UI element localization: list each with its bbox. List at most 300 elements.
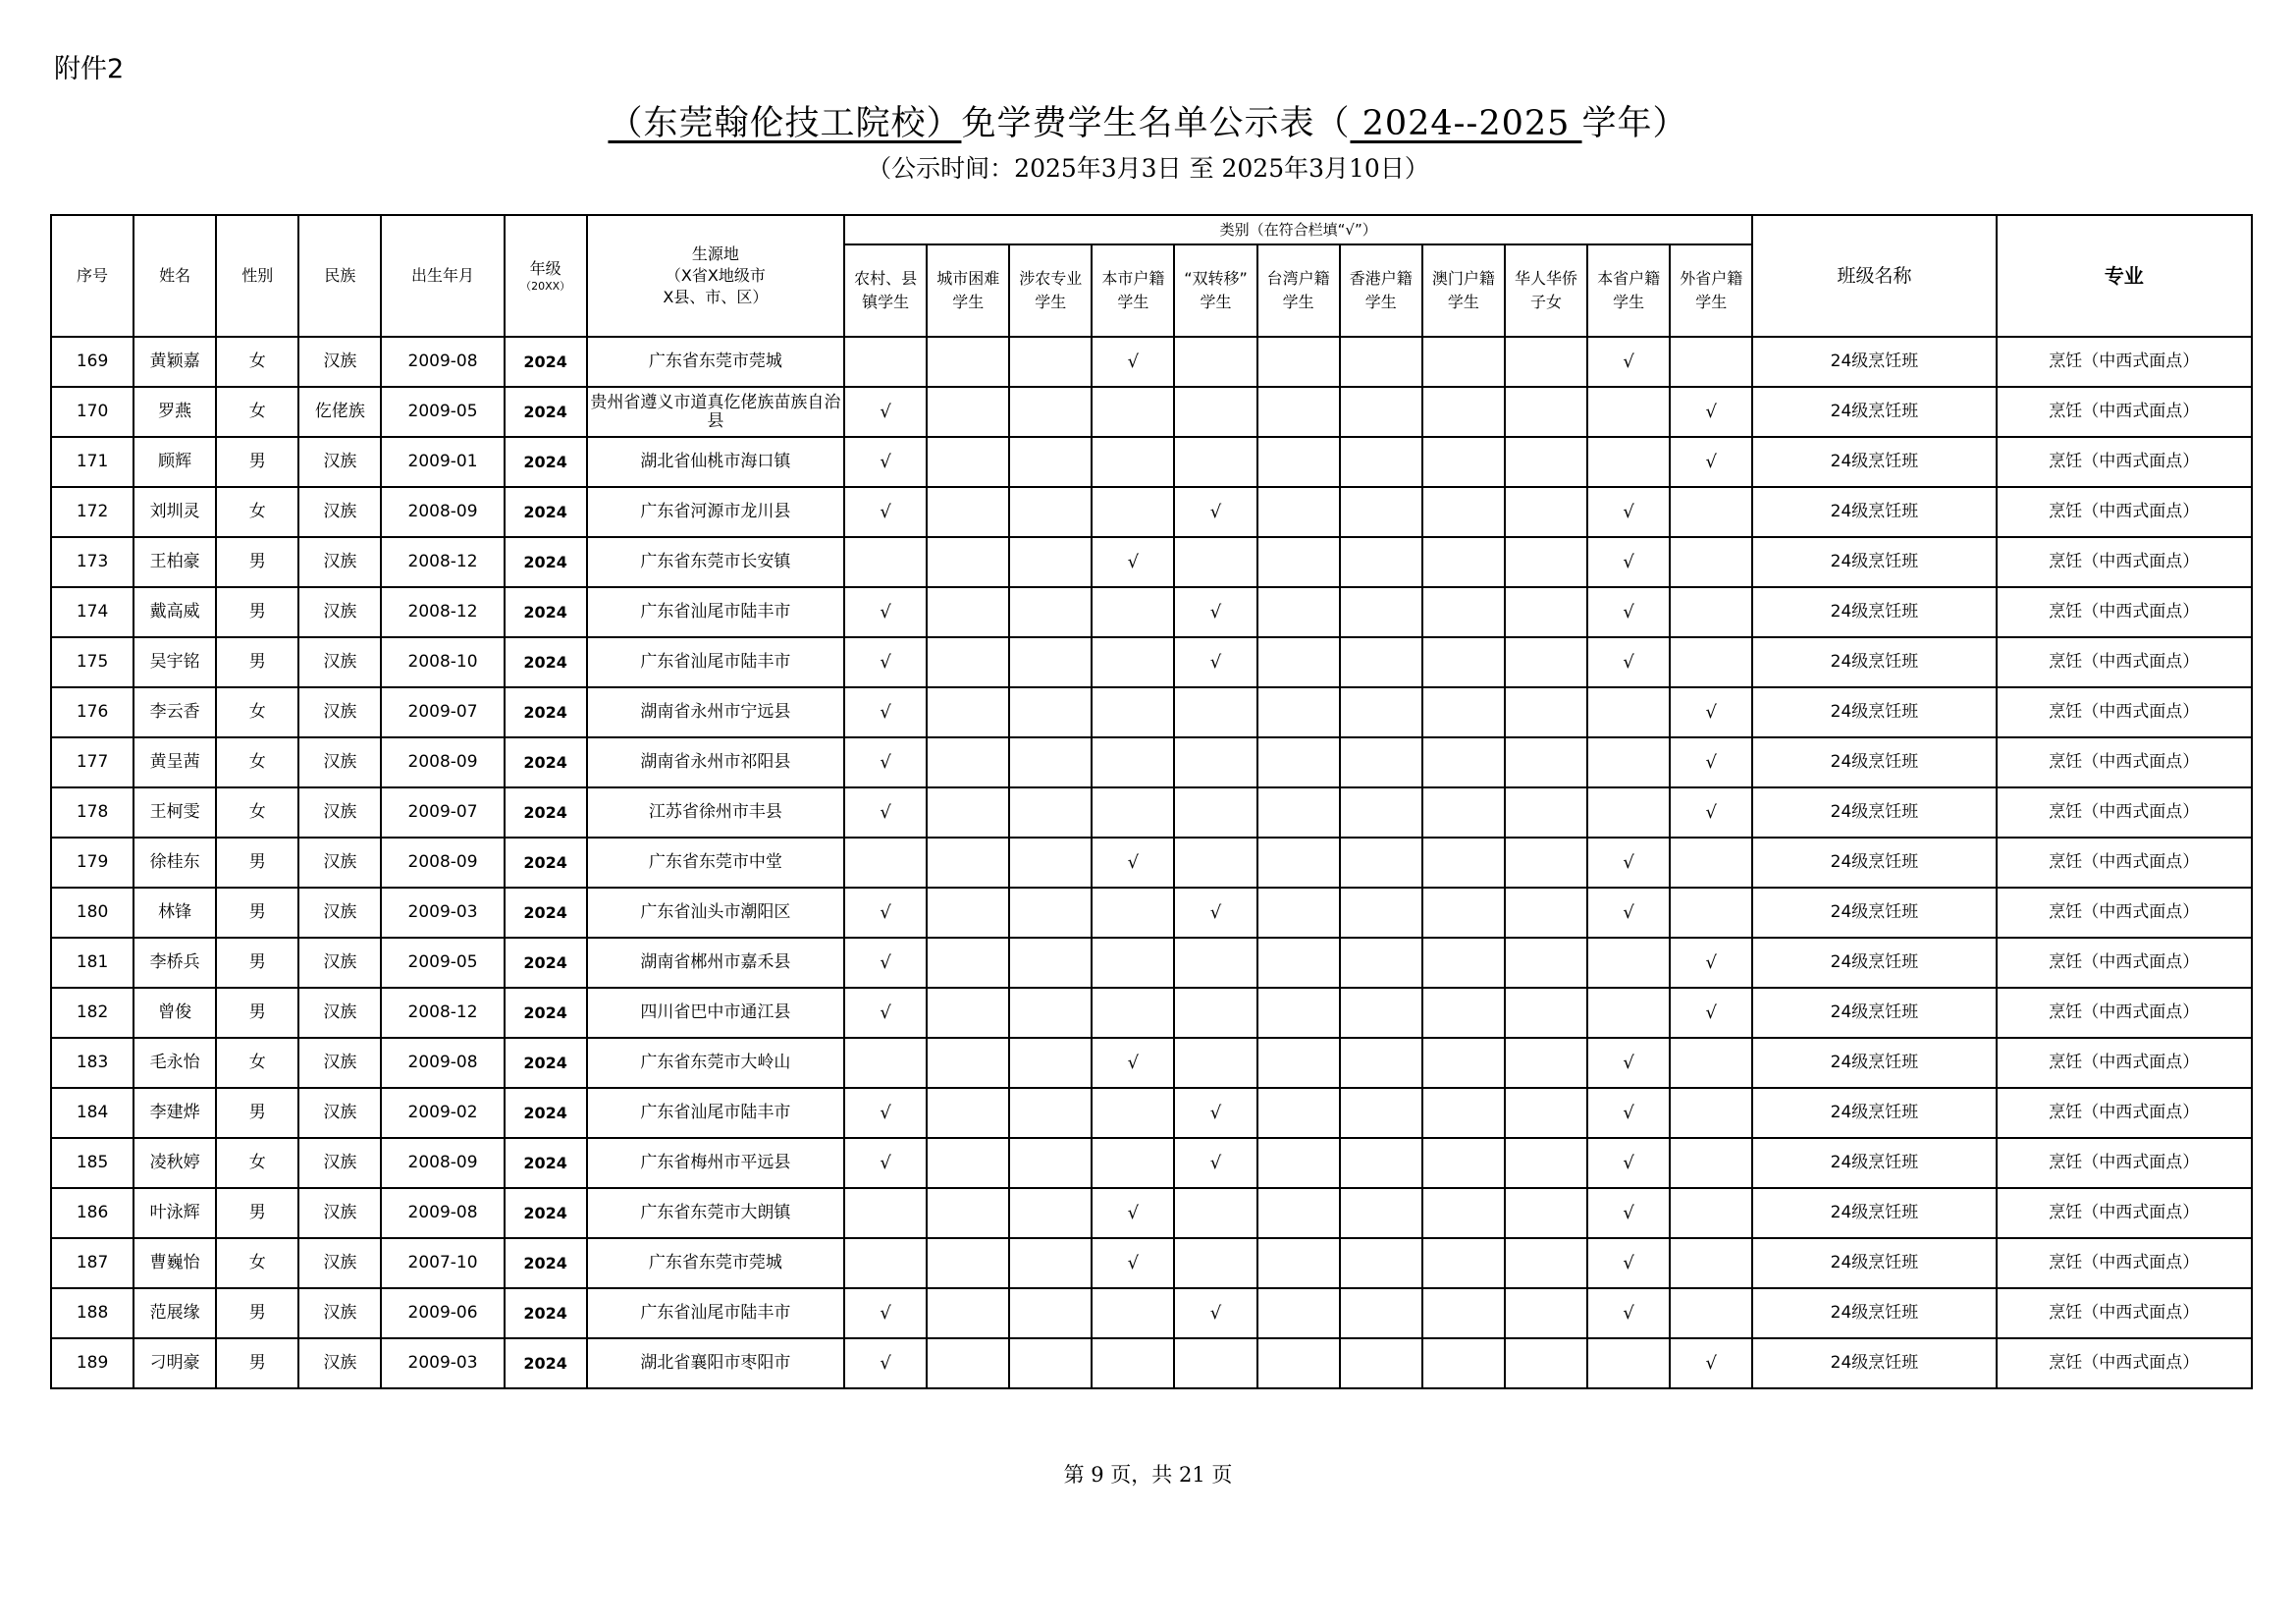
cell-name: 毛永怡 [133, 1038, 216, 1088]
cell-origin: 四川省巴中市通江县 [587, 988, 844, 1038]
table-row [51, 988, 2252, 1038]
cell-category-7 [1340, 1138, 1422, 1188]
cell-class-name: 24级烹饪班 [1752, 838, 1996, 888]
cell-category-8 [1422, 1138, 1505, 1188]
cell-birth: 2009-03 [381, 888, 504, 938]
cell-grade: 2024 [505, 637, 587, 687]
check-mark-icon: √ [1623, 1303, 1634, 1324]
cell-seq: 189 [51, 1338, 133, 1388]
cell-grade: 2024 [505, 737, 587, 787]
cell-category-7 [1340, 587, 1422, 637]
cell-category-10 [1587, 888, 1670, 938]
cell-birth: 2008-09 [381, 838, 504, 888]
cell-name: 林锋 [133, 888, 216, 938]
header-birth: 出生年月 [381, 215, 504, 337]
check-mark-icon: √ [1127, 552, 1140, 572]
cell-category-1 [844, 938, 927, 988]
cell-class-name: 24级烹饪班 [1752, 337, 1996, 387]
check-mark-icon: √ [880, 402, 891, 422]
cell-class-name: 24级烹饪班 [1752, 387, 1996, 437]
header-grade [505, 215, 587, 337]
cell-grade: 2024 [505, 337, 587, 387]
cell-name: 曾俊 [133, 988, 216, 1038]
cell-major: 烹饪（中西式面点） [1997, 687, 2252, 737]
header-category-1 [844, 244, 927, 337]
cell-major: 烹饪（中西式面点） [1997, 1138, 2252, 1188]
cell-category-5 [1174, 1238, 1256, 1288]
header-origin [587, 215, 844, 337]
cell-category-5 [1174, 687, 1256, 737]
cell-category-2 [927, 537, 1009, 587]
check-mark-icon: √ [1209, 652, 1222, 673]
cell-birth: 2009-08 [381, 1038, 504, 1088]
cell-category-10 [1587, 1088, 1670, 1138]
cell-category-7 [1340, 687, 1422, 737]
header-category-1-line1: 农村、县 [854, 269, 918, 288]
cell-category-9 [1505, 988, 1587, 1038]
cell-origin: 湖北省仙桃市海口镇 [587, 437, 844, 487]
cell-category-7 [1340, 988, 1422, 1038]
header-gender: 性别 [216, 215, 298, 337]
cell-class-name: 24级烹饪班 [1752, 1088, 1996, 1138]
cell-category-3 [1009, 487, 1092, 537]
cell-origin: 广东省河源市龙川县 [587, 487, 844, 537]
table-row [51, 1138, 2252, 1188]
cell-name: 李桥兵 [133, 938, 216, 988]
cell-category-9 [1505, 787, 1587, 838]
cell-gender: 女 [216, 737, 298, 787]
check-mark-icon: √ [1623, 1253, 1634, 1273]
header-category-7-line2: 学生 [1364, 293, 1397, 311]
cell-name: 王柏豪 [133, 537, 216, 587]
cell-origin: 江苏省徐州市丰县 [587, 787, 844, 838]
check-mark-icon: √ [1705, 1002, 1717, 1023]
cell-category-6 [1257, 938, 1340, 988]
check-mark-icon: √ [1623, 1203, 1634, 1223]
cell-ethnicity: 汉族 [298, 737, 381, 787]
cell-grade: 2024 [505, 888, 587, 938]
cell-ethnicity: 仡佬族 [298, 387, 381, 437]
cell-category-11 [1670, 938, 1752, 988]
cell-category-1 [844, 1288, 927, 1338]
cell-ethnicity: 汉族 [298, 637, 381, 687]
cell-category-1 [844, 1088, 927, 1138]
cell-category-7 [1340, 1238, 1422, 1288]
cell-origin: 湖南省永州市祁阳县 [587, 737, 844, 787]
check-mark-icon: √ [1623, 552, 1634, 572]
cell-ethnicity: 汉族 [298, 787, 381, 838]
cell-grade: 2024 [505, 1338, 587, 1388]
cell-category-6 [1257, 1238, 1340, 1288]
check-mark-icon: √ [880, 1153, 891, 1173]
cell-category-6 [1257, 687, 1340, 737]
cell-class-name: 24级烹饪班 [1752, 888, 1996, 938]
header-name: 姓名 [133, 215, 216, 337]
cell-category-11 [1670, 437, 1752, 487]
cell-birth: 2009-03 [381, 1338, 504, 1388]
cell-category-9 [1505, 838, 1587, 888]
cell-category-10 [1587, 938, 1670, 988]
cell-category-6 [1257, 838, 1340, 888]
cell-category-9 [1505, 687, 1587, 737]
check-mark-icon: √ [1127, 1253, 1140, 1273]
cell-ethnicity: 汉族 [298, 1038, 381, 1088]
cell-category-9 [1505, 1188, 1587, 1238]
cell-gender: 男 [216, 1088, 298, 1138]
cell-category-6 [1257, 387, 1340, 437]
header-grade-label: 年级 [529, 259, 561, 278]
cell-gender: 男 [216, 587, 298, 637]
header-category-5 [1174, 244, 1256, 337]
cell-category-6 [1257, 1188, 1340, 1238]
cell-category-8 [1422, 587, 1505, 637]
cell-origin: 广东省东莞市长安镇 [587, 537, 844, 587]
page-number: 第 9 页，共 21 页 [1063, 1463, 1233, 1487]
cell-category-5 [1174, 737, 1256, 787]
cell-seq: 175 [51, 637, 133, 687]
cell-category-11 [1670, 1138, 1752, 1188]
check-mark-icon: √ [880, 952, 891, 973]
cell-birth: 2008-12 [381, 587, 504, 637]
check-mark-icon: √ [1623, 352, 1634, 372]
cell-major: 烹饪（中西式面点） [1997, 888, 2252, 938]
table-row [51, 888, 2252, 938]
cell-category-10 [1587, 337, 1670, 387]
cell-birth: 2007-10 [381, 1238, 504, 1288]
cell-category-5 [1174, 337, 1256, 387]
cell-birth: 2008-10 [381, 637, 504, 687]
cell-origin: 广东省汕尾市陆丰市 [587, 587, 844, 637]
cell-category-7 [1340, 938, 1422, 988]
cell-category-1 [844, 437, 927, 487]
cell-gender: 女 [216, 487, 298, 537]
cell-category-2 [927, 337, 1009, 387]
cell-class-name: 24级烹饪班 [1752, 1138, 1996, 1188]
cell-category-2 [927, 587, 1009, 637]
cell-category-1 [844, 737, 927, 787]
cell-category-3 [1009, 988, 1092, 1038]
cell-category-5 [1174, 838, 1256, 888]
cell-category-9 [1505, 737, 1587, 787]
cell-ethnicity: 汉族 [298, 587, 381, 637]
cell-category-9 [1505, 1288, 1587, 1338]
cell-category-7 [1340, 888, 1422, 938]
header-class-name: 班级名称 [1752, 215, 1996, 337]
cell-gender: 女 [216, 1138, 298, 1188]
table-row [51, 537, 2252, 587]
cell-seq: 173 [51, 537, 133, 587]
cell-category-4 [1092, 537, 1174, 587]
cell-class-name: 24级烹饪班 [1752, 537, 1996, 587]
cell-category-4 [1092, 1288, 1174, 1338]
header-category-7-line1: 香港户籍 [1349, 269, 1413, 288]
cell-category-5 [1174, 938, 1256, 988]
cell-category-7 [1340, 387, 1422, 437]
cell-major: 烹饪（中西式面点） [1997, 337, 2252, 387]
cell-category-11 [1670, 787, 1752, 838]
cell-category-10 [1587, 1238, 1670, 1288]
cell-seq: 169 [51, 337, 133, 387]
cell-seq: 180 [51, 888, 133, 938]
cell-category-9 [1505, 387, 1587, 437]
cell-category-5 [1174, 988, 1256, 1038]
title-years: 2024--2025 [1350, 104, 1582, 143]
header-category-5-line2: 学生 [1200, 293, 1232, 311]
cell-major: 烹饪（中西式面点） [1997, 487, 2252, 537]
cell-class-name: 24级烹饪班 [1752, 787, 1996, 838]
check-mark-icon: √ [880, 1103, 891, 1123]
table-row [51, 437, 2252, 487]
cell-birth: 2009-05 [381, 938, 504, 988]
publication-period: （公示时间：2025年3月3日 至 2025年3月10日） [867, 154, 1429, 183]
table-row [51, 1238, 2252, 1288]
cell-name: 顾辉 [133, 437, 216, 487]
cell-gender: 女 [216, 337, 298, 387]
cell-category-3 [1009, 687, 1092, 737]
cell-category-10 [1587, 1188, 1670, 1238]
table-row [51, 637, 2252, 687]
cell-gender: 男 [216, 437, 298, 487]
cell-gender: 男 [216, 988, 298, 1038]
cell-category-5 [1174, 1038, 1256, 1088]
cell-category-3 [1009, 637, 1092, 687]
cell-origin: 广东省汕头市潮阳区 [587, 888, 844, 938]
title-school: （东莞翰伦技工院校） [608, 104, 962, 143]
check-mark-icon: √ [880, 1303, 891, 1324]
cell-category-8 [1422, 1038, 1505, 1088]
cell-category-11 [1670, 1238, 1752, 1288]
cell-category-5 [1174, 587, 1256, 637]
cell-grade: 2024 [505, 1138, 587, 1188]
table-row [51, 1038, 2252, 1088]
cell-ethnicity: 汉族 [298, 988, 381, 1038]
cell-class-name: 24级烹饪班 [1752, 1288, 1996, 1338]
cell-category-4 [1092, 787, 1174, 838]
cell-ethnicity: 汉族 [298, 938, 381, 988]
cell-category-9 [1505, 1088, 1587, 1138]
cell-origin: 广东省东莞市莞城 [587, 1238, 844, 1288]
check-mark-icon: √ [1209, 1153, 1222, 1173]
cell-category-2 [927, 1088, 1009, 1138]
check-mark-icon: √ [1705, 1353, 1717, 1374]
cell-category-6 [1257, 1088, 1340, 1138]
header-category-5-line1: “双转移” [1184, 269, 1248, 288]
cell-category-2 [927, 387, 1009, 437]
cell-category-6 [1257, 337, 1340, 387]
header-seq: 序号 [51, 215, 133, 337]
cell-grade: 2024 [505, 1188, 587, 1238]
cell-category-1 [844, 787, 927, 838]
cell-birth: 2009-05 [381, 387, 504, 437]
cell-category-9 [1505, 1238, 1587, 1288]
cell-category-7 [1340, 1088, 1422, 1138]
cell-category-2 [927, 1138, 1009, 1188]
cell-category-9 [1505, 1138, 1587, 1188]
cell-category-9 [1505, 587, 1587, 637]
check-mark-icon: √ [1209, 1103, 1222, 1123]
cell-category-5 [1174, 487, 1256, 537]
cell-category-5 [1174, 787, 1256, 838]
cell-grade: 2024 [505, 1238, 587, 1288]
check-mark-icon: √ [880, 652, 891, 673]
cell-major: 烹饪（中西式面点） [1997, 838, 2252, 888]
cell-seq: 172 [51, 487, 133, 537]
cell-category-8 [1422, 437, 1505, 487]
cell-category-7 [1340, 838, 1422, 888]
cell-category-8 [1422, 337, 1505, 387]
cell-name: 凌秋婷 [133, 1138, 216, 1188]
cell-name: 李建烨 [133, 1088, 216, 1138]
header-category-11-line1: 外省户籍 [1680, 269, 1743, 288]
cell-category-10 [1587, 1288, 1670, 1338]
cell-category-7 [1340, 487, 1422, 537]
check-mark-icon: √ [1623, 1103, 1634, 1123]
cell-category-4 [1092, 337, 1174, 387]
roster-body [51, 337, 2252, 1388]
cell-category-5 [1174, 1288, 1256, 1338]
cell-class-name: 24级烹饪班 [1752, 938, 1996, 988]
cell-category-3 [1009, 1288, 1092, 1338]
cell-category-8 [1422, 988, 1505, 1038]
check-mark-icon: √ [1209, 602, 1222, 623]
table-row [51, 737, 2252, 787]
cell-category-6 [1257, 1038, 1340, 1088]
cell-category-11 [1670, 587, 1752, 637]
cell-category-9 [1505, 637, 1587, 687]
cell-category-10 [1587, 637, 1670, 687]
cell-category-1 [844, 1238, 927, 1288]
cell-origin: 广东省东莞市中堂 [587, 838, 844, 888]
check-mark-icon: √ [1705, 402, 1717, 422]
cell-name: 黄呈茜 [133, 737, 216, 787]
table-row [51, 938, 2252, 988]
cell-category-7 [1340, 1288, 1422, 1338]
cell-gender: 女 [216, 787, 298, 838]
cell-category-4 [1092, 1338, 1174, 1388]
cell-grade: 2024 [505, 1288, 587, 1338]
cell-class-name: 24级烹饪班 [1752, 1188, 1996, 1238]
cell-category-6 [1257, 487, 1340, 537]
cell-category-1 [844, 1138, 927, 1188]
cell-major: 烹饪（中西式面点） [1997, 387, 2252, 437]
cell-gender: 男 [216, 1188, 298, 1238]
cell-category-10 [1587, 988, 1670, 1038]
cell-category-4 [1092, 1138, 1174, 1188]
cell-category-2 [927, 1038, 1009, 1088]
cell-grade: 2024 [505, 988, 587, 1038]
cell-category-3 [1009, 387, 1092, 437]
cell-category-2 [927, 637, 1009, 687]
cell-category-4 [1092, 487, 1174, 537]
cell-gender: 女 [216, 687, 298, 737]
cell-category-6 [1257, 1288, 1340, 1338]
cell-category-1 [844, 537, 927, 587]
cell-ethnicity: 汉族 [298, 687, 381, 737]
cell-category-3 [1009, 1038, 1092, 1088]
cell-gender: 男 [216, 888, 298, 938]
table-row [51, 587, 2252, 637]
header-category-9-line1: 华人华侨 [1514, 269, 1577, 288]
cell-major: 烹饪（中西式面点） [1997, 437, 2252, 487]
cell-name: 叶泳辉 [133, 1188, 216, 1238]
cell-category-1 [844, 587, 927, 637]
cell-category-6 [1257, 637, 1340, 687]
cell-seq: 174 [51, 587, 133, 637]
check-mark-icon: √ [1623, 902, 1634, 923]
cell-name: 王柯雯 [133, 787, 216, 838]
header-category-10-line1: 本省户籍 [1597, 269, 1661, 288]
cell-gender: 男 [216, 537, 298, 587]
table-row [51, 487, 2252, 537]
cell-birth: 2009-01 [381, 437, 504, 487]
cell-name: 戴高威 [133, 587, 216, 637]
cell-class-name: 24级烹饪班 [1752, 637, 1996, 687]
header-origin-line1: 生源地 [691, 244, 739, 263]
cell-category-11 [1670, 387, 1752, 437]
check-mark-icon: √ [1127, 352, 1140, 372]
cell-category-4 [1092, 687, 1174, 737]
cell-category-7 [1340, 537, 1422, 587]
check-mark-icon: √ [1705, 752, 1717, 773]
cell-gender: 男 [216, 838, 298, 888]
cell-category-8 [1422, 1288, 1505, 1338]
title-suffix: 学年） [1581, 104, 1688, 143]
cell-origin: 广东省东莞市大岭山 [587, 1038, 844, 1088]
cell-category-6 [1257, 1138, 1340, 1188]
header-row-top [51, 215, 2252, 244]
cell-category-3 [1009, 787, 1092, 838]
check-mark-icon: √ [1127, 1053, 1140, 1073]
check-mark-icon: √ [1127, 852, 1140, 873]
cell-major: 烹饪（中西式面点） [1997, 1038, 2252, 1088]
cell-ethnicity: 汉族 [298, 1138, 381, 1188]
cell-category-6 [1257, 537, 1340, 587]
cell-category-4 [1092, 888, 1174, 938]
cell-category-4 [1092, 587, 1174, 637]
cell-origin: 广东省梅州市平远县 [587, 1138, 844, 1188]
cell-origin: 贵州省遵义市道真仡佬族苗族自治县 [587, 387, 844, 437]
cell-category-11 [1670, 988, 1752, 1038]
table-row [51, 1338, 2252, 1388]
cell-name: 罗燕 [133, 387, 216, 437]
cell-ethnicity: 汉族 [298, 888, 381, 938]
cell-category-9 [1505, 487, 1587, 537]
cell-seq: 188 [51, 1288, 133, 1338]
cell-category-8 [1422, 737, 1505, 787]
check-mark-icon: √ [880, 702, 891, 723]
cell-gender: 男 [216, 1338, 298, 1388]
cell-category-7 [1340, 1338, 1422, 1388]
cell-category-4 [1092, 938, 1174, 988]
cell-grade: 2024 [505, 1038, 587, 1088]
cell-category-11 [1670, 1038, 1752, 1088]
cell-origin: 湖南省郴州市嘉禾县 [587, 938, 844, 988]
header-origin-line2: （X省X地级市 [665, 266, 766, 285]
cell-category-11 [1670, 537, 1752, 587]
cell-class-name: 24级烹饪班 [1752, 988, 1996, 1038]
cell-category-11 [1670, 487, 1752, 537]
cell-category-2 [927, 787, 1009, 838]
cell-category-1 [844, 1338, 927, 1388]
cell-category-8 [1422, 888, 1505, 938]
cell-birth: 2008-12 [381, 537, 504, 587]
cell-category-11 [1670, 337, 1752, 387]
cell-category-2 [927, 1238, 1009, 1288]
cell-category-10 [1587, 687, 1670, 737]
cell-category-11 [1670, 1288, 1752, 1338]
cell-category-2 [927, 487, 1009, 537]
page-title [0, 96, 2296, 145]
